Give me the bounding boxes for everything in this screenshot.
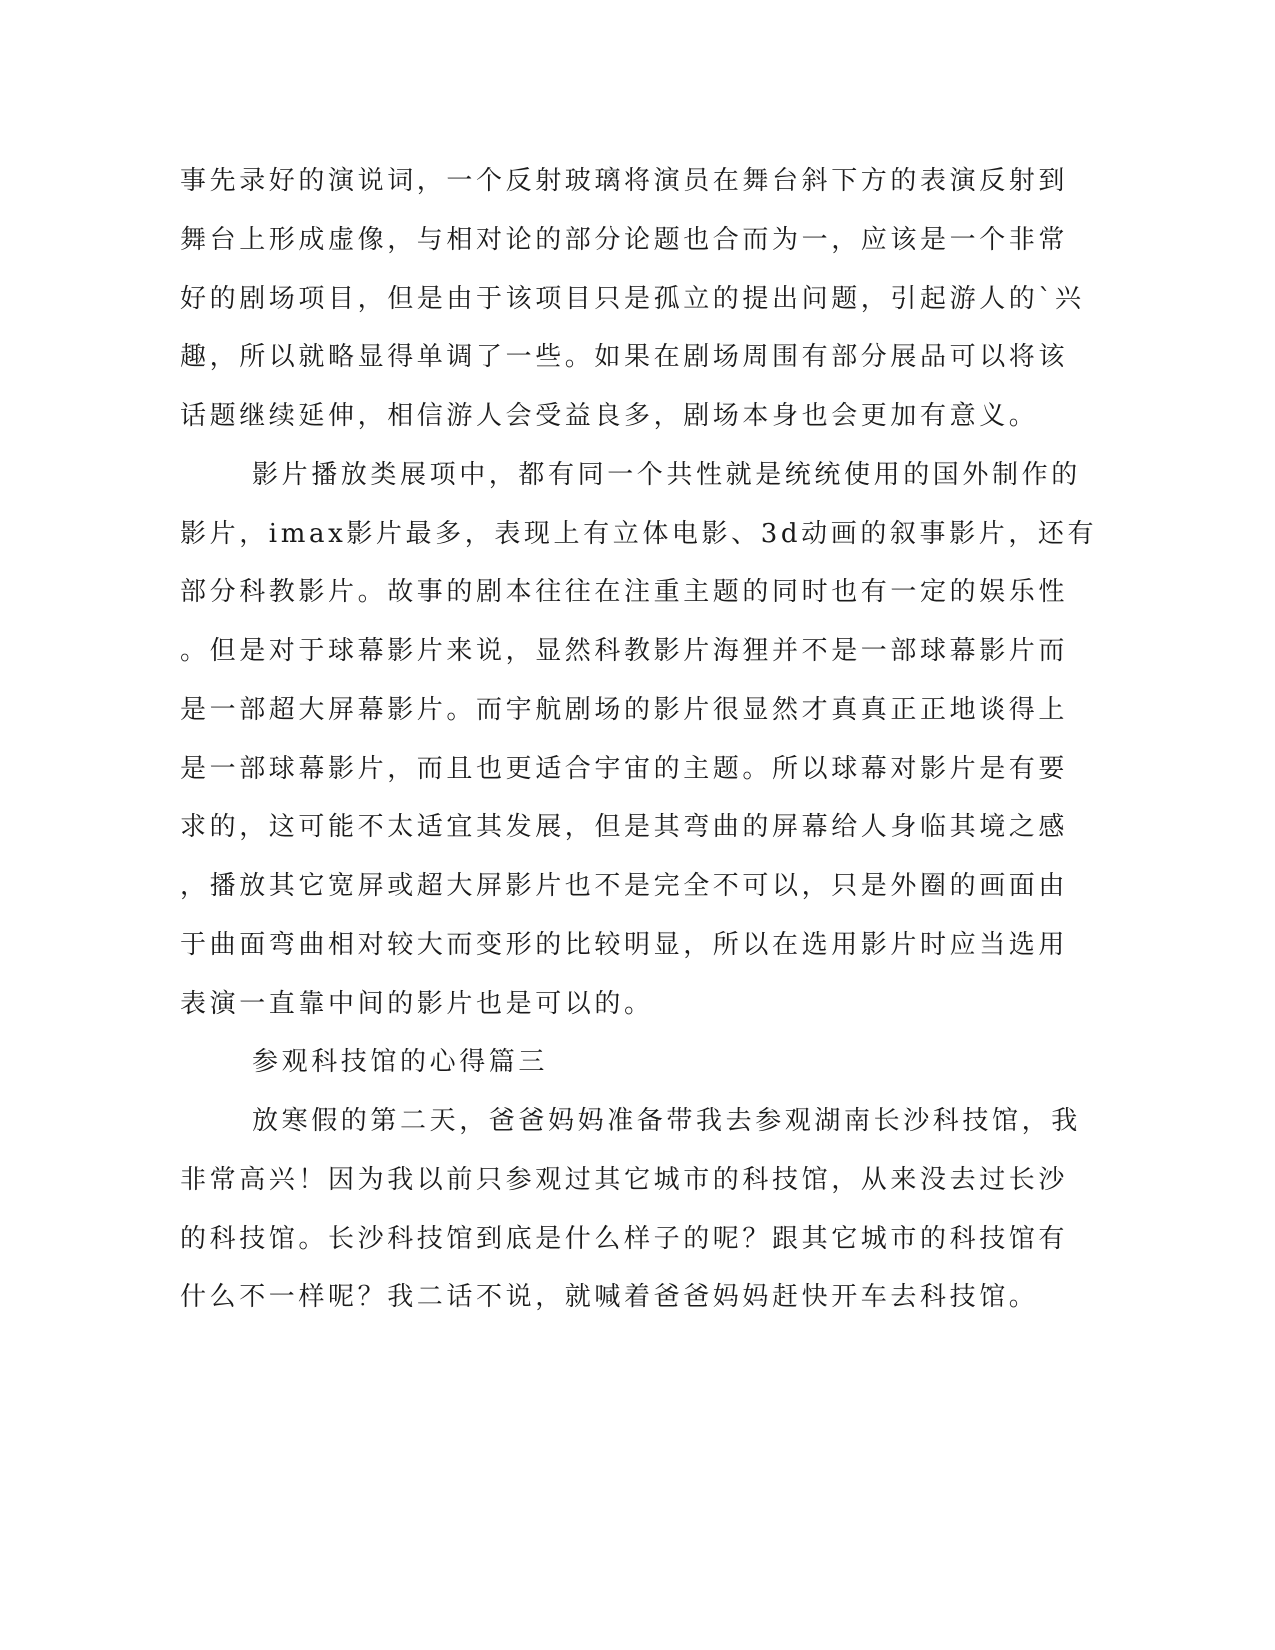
text-line: 话题继续延伸，相信游人会受益良多，剧场本身也会更加有意义。 (180, 401, 1039, 431)
text-line: 的科技馆。长沙科技馆到底是什么样子的呢？跟其它城市的科技馆有 (180, 1224, 1069, 1254)
text-line: 求的，这可能不太适宜其发展，但是其弯曲的屏幕给人身临其境之感 (180, 812, 1069, 842)
paragraph-first-line: 放寒假的第二天，爸爸妈妈准备带我去参观湖南长沙科技馆，我 (252, 1106, 1081, 1136)
section-heading: 参观科技馆的心得篇三 (252, 1047, 549, 1077)
text-line: 表演一直靠中间的影片也是可以的。 (180, 989, 654, 1019)
text-line: 什么不一样呢？我二话不说，就喊着爸爸妈妈赶快开车去科技馆。 (180, 1282, 1039, 1312)
text-line: ，播放其它宽屏或超大屏影片也不是完全不可以，只是外圈的画面由 (180, 871, 1069, 901)
text-line: 非常高兴！因为我以前只参观过其它城市的科技馆，从来没去过长沙 (180, 1165, 1069, 1195)
text-line: 舞台上形成虚像，与相对论的部分论题也合而为一，应该是一个非常 (180, 225, 1069, 255)
paragraph-first-line: 影片播放类展项中，都有同一个共性就是统统使用的国外制作的 (252, 460, 1081, 490)
text-line: 是一部超大屏幕影片。而宇航剧场的影片很显然才真真正正地谈得上 (180, 695, 1069, 725)
text-line: 事先录好的演说词，一个反射玻璃将演员在舞台斜下方的表演反射到 (180, 166, 1069, 196)
text-line: 部分科教影片。故事的剧本往往在注重主题的同时也有一定的娱乐性 (180, 577, 1069, 607)
text-line: 。但是对于球幕影片来说，显然科教影片海狸并不是一部球幕影片而 (180, 636, 1069, 666)
text-line: 于曲面弯曲相对较大而变形的比较明显，所以在选用影片时应当选用 (180, 930, 1069, 960)
text-line: 是一部球幕影片，而且也更适合宇宙的主题。所以球幕对影片是有要 (180, 754, 1069, 784)
text-line: 好的剧场项目，但是由于该项目只是孤立的提出问题，引起游人的`兴 (180, 284, 1085, 314)
text-line: 影片，imax影片最多，表现上有立体电影、3d动画的叙事影片，还有 (180, 519, 1098, 549)
text-line: 趣，所以就略显得单调了一些。如果在剧场周围有部分展品可以将该 (180, 342, 1069, 372)
